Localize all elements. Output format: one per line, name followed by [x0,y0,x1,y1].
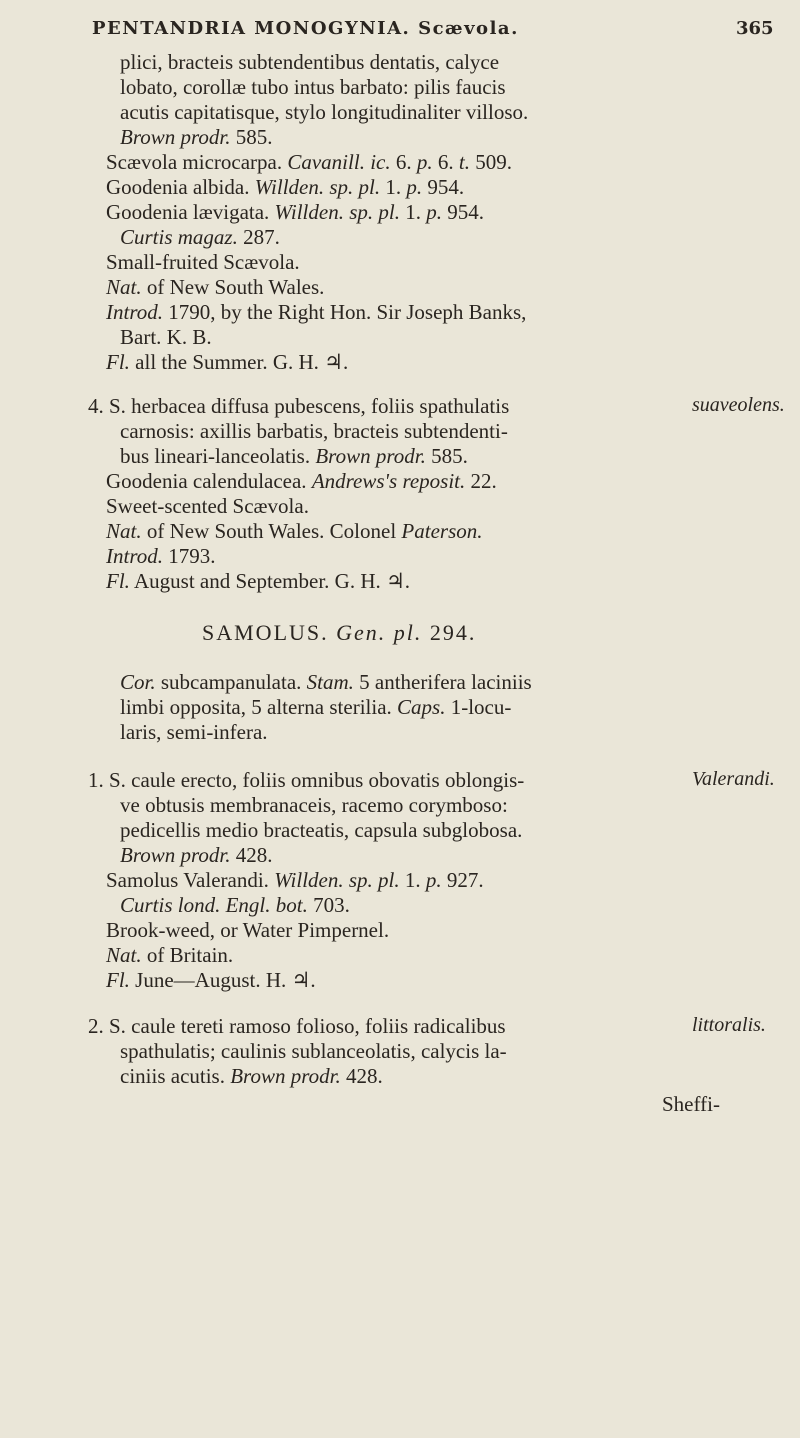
text-span: 428. [230,843,273,867]
text-span: 1790, by the Right Hon. Sir Joseph Banks, [162,300,527,324]
text-line [88,1014,506,1039]
text-span: carnosis: axillis barbatis, bracteis subtendenti- [120,419,508,443]
text-line [106,275,324,300]
italic-text: Stam. [306,670,354,694]
italic-text: Fl. [106,569,130,593]
text-span: 294. [422,620,477,645]
text-span: limbi opposita, 5 alterna sterilia. [120,695,398,719]
text-span: 22. [465,469,497,493]
text-line [106,150,512,175]
text-span: 927. [441,868,484,892]
text-span: 1. [399,868,426,892]
italic-text: Nat. [106,275,142,299]
text-line [120,670,532,695]
header-title: PENTANDRIA MONOGYNIA. Scævola. [92,18,519,39]
text-span: bus lineari-lanceolatis. [120,444,316,468]
text-span: 1-locu- [445,695,512,719]
text-line [106,469,497,494]
text-span: 585. [425,444,468,468]
text-line [120,125,272,150]
italic-text: Brown prodr. [230,1064,341,1088]
italic-text: p. [416,150,433,174]
text-span: 1. S. caule erecto, foliis omnibus obovatis oblongis- [88,768,525,792]
text-span: Samolus Valerandi. [106,868,275,892]
italic-text: Introd. [106,544,163,568]
text-line [120,325,212,350]
text-line [106,868,484,893]
italic-text: Brown prodr. [120,125,231,149]
text-span: 1793. [162,544,216,568]
italic-text: Brown prodr. [315,444,426,468]
text-span: 2. S. caule tereti ramoso folioso, foliis radicalibus [88,1014,506,1038]
text-line [106,569,410,594]
text-line [120,100,528,125]
text-span: 5 antherifera laciniis [353,670,532,694]
text-line [120,225,280,250]
italic-text: Curtis lond. Engl. bot. [120,893,308,917]
italic-text: Andrews's reposit. [311,469,466,493]
text-span: June—August. H. ♃. [129,968,316,992]
italic-text: p. [426,200,442,224]
text-line [120,444,468,469]
italic-text: Nat. [106,943,142,967]
italic-text: Curtis magaz. [120,225,238,249]
text-span: acutis capitatisque, stylo longitudinaliter villoso. [120,100,529,124]
text-span: 954. [441,200,484,224]
text-span: subcampanulata. [155,670,307,694]
text-line [120,695,511,720]
text-line [88,768,524,793]
italic-text: Introd. [106,300,163,324]
text-span: 1. [399,200,427,224]
italic-text: Cavanill. ic. [287,150,391,174]
text-span: August and September. G. H. ♃. [129,569,411,593]
text-line [106,519,483,544]
italic-text: Paterson. [401,519,483,543]
text-line [88,394,509,419]
italic-text: Willden. sp. pl. [274,868,400,892]
text-span: spathulatis; caulinis sublanceolatis, calycis la- [120,1039,507,1063]
text-span: 6. [432,150,459,174]
text-line [120,75,506,100]
italic-text: p. [406,175,423,199]
page-number: 365 [736,18,774,39]
text-line [120,720,268,745]
text-span: 509. [469,150,512,174]
text-span: Bart. K. B. [120,325,212,349]
text-span: 4. S. herbacea diffusa pubescens, foliis spathulatis [88,394,510,418]
text-span: plici, bracteis subtendentibus dentatis, calyce [120,50,500,74]
text-span: 585. [230,125,273,149]
italic-text: Cor. [120,670,156,694]
text-span: of New South Wales. [141,275,325,299]
text-span: 428. [340,1064,383,1088]
text-span: 1. [380,175,407,199]
text-span: all the Summer. G. H. ♃. [129,350,349,374]
italic-text: p. [425,868,442,892]
genus-heading [202,620,476,645]
text-span: pedicellis medio bracteatis, capsula subglobosa. [120,818,523,842]
text-line [120,1039,507,1064]
catchword: Sheffi- [662,1092,720,1116]
italic-text: Gen. pl. [336,620,423,645]
text-line [106,250,300,275]
text-span: of Britain. [141,943,234,967]
text-line [106,494,309,519]
text-span: 954. [422,175,465,199]
text-line [120,793,508,818]
text-line [120,419,508,444]
text-span: ve obtusis membranaceis, racemo corymboso: [120,793,508,817]
text-line [106,350,348,375]
text-span: Brook-weed, or Water Pimpernel. [106,918,390,942]
text-span: ciniis acutis. [120,1064,231,1088]
italic-text: Willden. sp. pl. [274,200,400,224]
text-span: Scævola microcarpa. [106,150,288,174]
margin-species-name: Valerandi. [692,768,775,790]
text-span: Goodenia calendulacea. [106,469,312,493]
text-span: 287. [237,225,280,249]
text-span: 703. [307,893,350,917]
text-span: Sweet-scented Scævola. [106,494,309,518]
italic-text: Brown prodr. [120,843,231,867]
text-line [106,175,464,200]
text-line [106,200,484,225]
text-line [106,544,215,569]
text-span: SAMOLUS. [202,620,337,645]
margin-species-name: suaveolens. [692,394,785,416]
text-span: 6. [390,150,417,174]
text-line [106,943,233,968]
text-line [106,968,316,993]
text-line [120,843,272,868]
italic-text: t. [458,150,470,174]
italic-text: Nat. [106,519,142,543]
text-line [120,893,350,918]
text-line [106,300,526,325]
text-span: laris, semi-infera. [120,720,268,744]
text-span: lobato, corollæ tubo intus barbato: pilis faucis [120,75,506,99]
text-line [106,918,389,943]
text-span: Small-fruited Scævola. [106,250,300,274]
italic-text: Fl. [106,968,130,992]
italic-text: Caps. [397,695,446,719]
italic-text: Fl. [106,350,130,374]
italic-text: Willden. sp. pl. [254,175,381,199]
text-span: Goodenia lævigata. [106,200,275,224]
text-span: of New South Wales. Colonel [141,519,402,543]
text-span: Goodenia albida. [106,175,255,199]
text-line [120,50,499,75]
running-header [0,12,800,46]
text-line [120,818,522,843]
margin-species-name: littoralis. [692,1014,766,1036]
text-line [120,1064,383,1089]
